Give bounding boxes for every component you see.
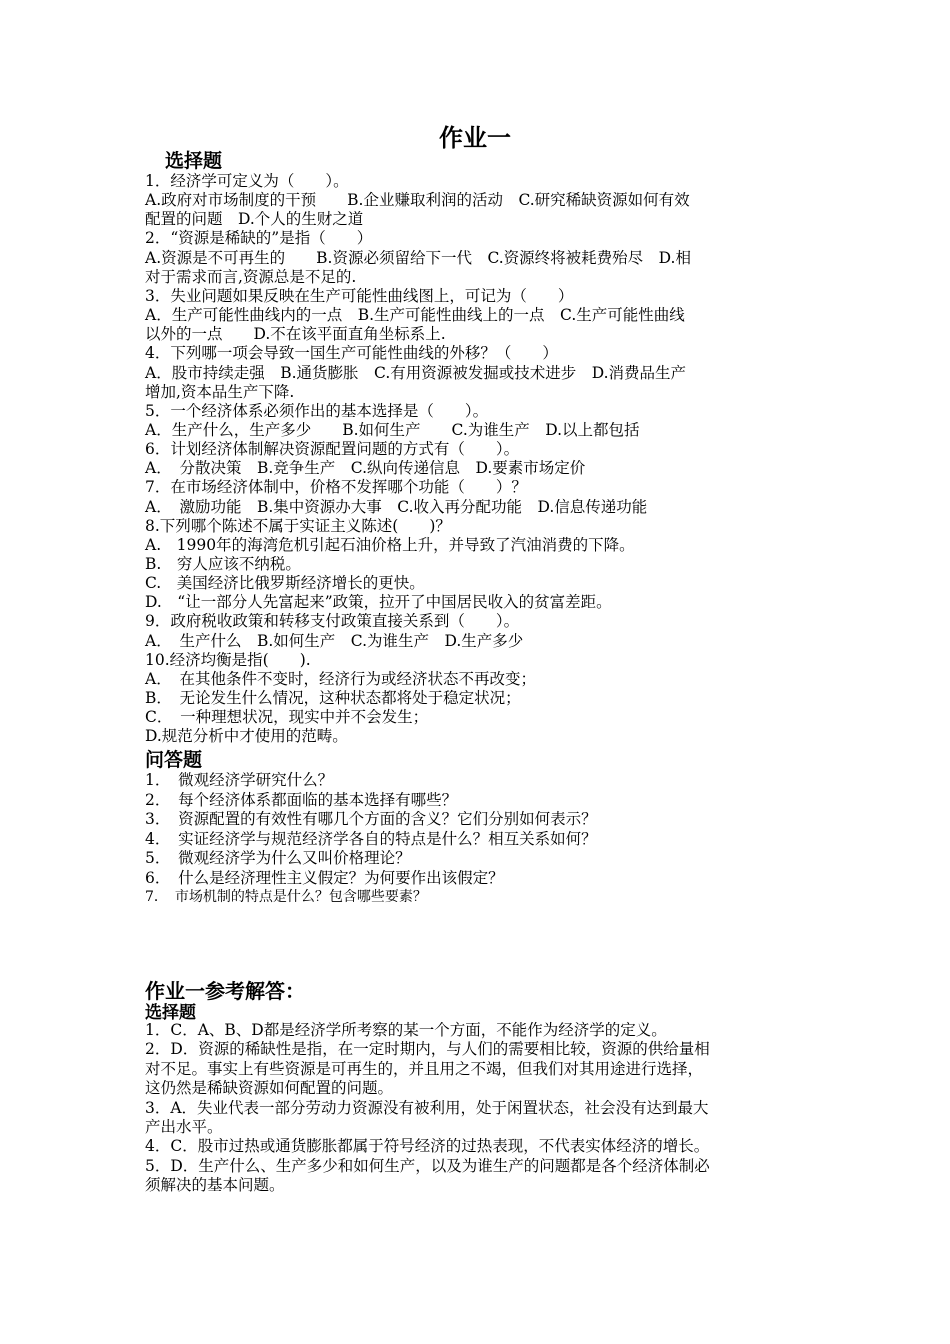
answer-line: 产出水平。 — [145, 1118, 223, 1136]
text-line: 3．失业问题如果反映在生产可能性曲线图上，可记为（ ） — [145, 286, 574, 305]
essay-line: 6． 什么是经济理性主义假定？为何要作出该假定？ — [145, 868, 504, 887]
answers-heading: 作业一参考解答： — [145, 979, 305, 1003]
text-line: 9．政府税收政策和转移支付政策直接关系到（ ）。 — [145, 612, 520, 631]
text-line: 配置的问题 D.个人的生财之道 — [145, 210, 364, 229]
answer-line: 对不足。事实上有些资源是可再生的，并且用之不竭，但我们对其用途进行选择， — [145, 1059, 704, 1078]
answer-line: 1．C．A、B、D都是经济学所考察的某一个方面，不能作为经济学的定义。 — [145, 1021, 667, 1039]
text-line: 10.经济均衡是指( ). — [145, 650, 311, 669]
text-line: A．生产什么，生产多少 B.如何生产 C.为谁生产 D.以上都包括 — [145, 420, 640, 439]
text-line: 1．经济学可定义为（ ）。 — [145, 172, 349, 190]
text-line: 增加,资本品生产下降. — [145, 382, 295, 401]
answer-line: 3．A．失业代表一部分劳动力资源没有被利用，处于闲置状态，社会没有达到最大 — [145, 1098, 709, 1117]
essay-line: 2． 每个经济体系都面临的基本选择有哪些？ — [145, 790, 458, 809]
text-line: B． 无论发生什么情况，这种状态都将处于稳定状况； — [145, 689, 521, 708]
text-line: 4．下列哪一项会导致一国生产可能性曲线的外移？（ ） — [145, 344, 558, 363]
text-line: A. 1990年的海湾危机引起石油价格上升，并导致了汽油消费的下降。 — [145, 535, 635, 554]
text-line: 2．“资源是稀缺的”是指（ ） — [145, 229, 373, 248]
answer-line: 这仍然是稀缺资源如何配置的问题。 — [145, 1079, 394, 1098]
text-line: 5．一个经济体系必须作出的基本选择是（ ）。 — [145, 401, 489, 420]
essay-line: 4． 实证经济学与规范经济学各自的特点是什么？相互关系如何？ — [145, 829, 597, 848]
page-title: 作业一 — [439, 123, 511, 152]
answer-line: 4．C．股市过热或通货膨胀都属于符号经济的过热表现，不代表实体经济的增长。 — [145, 1137, 710, 1156]
essay-line: 1． 微观经济学研究什么？ — [145, 771, 334, 789]
text-line: A．生产可能性曲线内的一点 B.生产可能性曲线上的一点 C.生产可能性曲线 — [145, 306, 685, 325]
text-line: C. 美国经济比俄罗斯经济增长的更快。 — [145, 574, 425, 593]
text-line: 以外的一点 D.不在该平面直角坐标系上. — [145, 325, 446, 344]
essay-line: 7． 市场机制的特点是什么？包含哪些要素？ — [145, 889, 427, 905]
text-line: A.政府对市场制度的干预 B.企业赚取利润的活动 C.研究稀缺资源如何有效 — [145, 191, 690, 210]
answers-subheading: 选择题 — [145, 1003, 196, 1023]
text-line: A． 在其他条件不变时，经济行为或经济状态不再改变； — [145, 669, 536, 688]
text-line: A.资源是不可再生的 B.资源必须留给下一代 C.资源终将被耗费殆尽 D.相 — [145, 248, 691, 267]
text-line: B. 穷人应该不纳税。 — [145, 555, 301, 573]
text-line: D. “让一部分人先富起来”政策，拉开了中国居民收入的贫富差距。 — [145, 593, 612, 612]
text-line: 6．计划经济体制解决资源配置问题的方式有（ ）。 — [145, 440, 520, 459]
essay-line: 3． 资源配置的有效性有哪几个方面的含义？它们分别如何表示？ — [145, 810, 597, 828]
text-line: A． 生产什么 B.如何生产 C.为谁生产 D.生产多少 — [145, 631, 524, 650]
text-line: A．股市持续走强 B.通货膨胀 C.有用资源被发掘或技术进步 D.消费品生产 — [145, 363, 687, 382]
section-heading-essay: 问答题 — [145, 749, 203, 771]
text-line: C． 一种理想状况，现实中并不会发生； — [145, 708, 429, 727]
answer-line: 须解决的基本问题。 — [145, 1176, 285, 1195]
text-line: A． 激励功能 B.集中资源办大事 C.收入再分配功能 D.信息传递功能 — [145, 497, 648, 516]
text-line: 对于需求而言,资源总是不足的. — [145, 267, 357, 286]
section-heading-choice: 选择题 — [165, 150, 223, 172]
essay-line: 5． 微观经济学为什么又叫价格理论？ — [145, 849, 411, 867]
text-line: 8.下列哪个陈述不属于实证主义陈述( )？ — [145, 516, 451, 535]
text-line: 7．在市场经济体制中，价格不发挥哪个功能（ ）？ — [145, 478, 527, 497]
answer-line: 2．D．资源的稀缺性是指，在一定时期内，与人们的需要相比较，资源的供给量相 — [145, 1040, 710, 1059]
text-line: D.规范分析中才使用的范畴。 — [145, 727, 348, 746]
answer-line: 5．D．生产什么、生产多少和如何生产，以及为谁生产的问题都是各个经济体制必 — [145, 1156, 710, 1175]
text-line: A． 分散决策 B.竞争生产 C.纵向传递信息 D.要素市场定价 — [145, 459, 586, 478]
